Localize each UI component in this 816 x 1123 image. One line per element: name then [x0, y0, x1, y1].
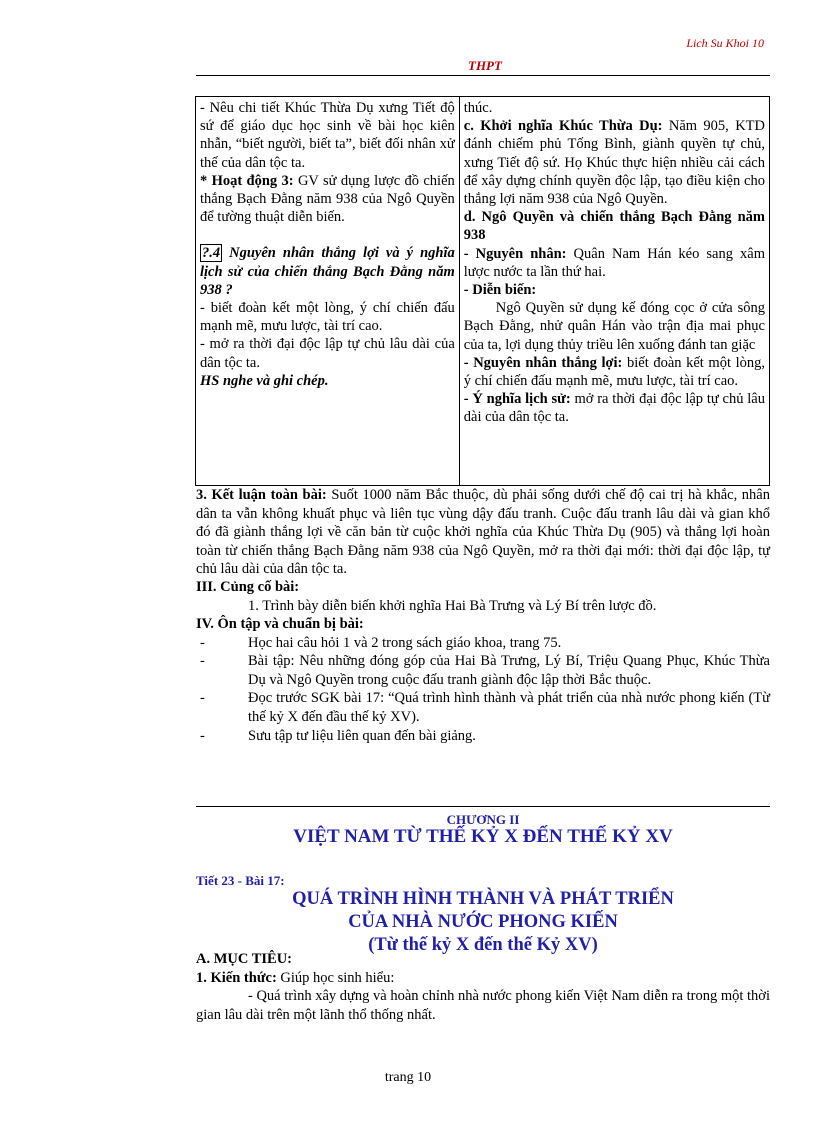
- spacer: [200, 226, 455, 244]
- section-3: [196, 578, 770, 615]
- header-divider: [196, 75, 770, 76]
- left-activity3: * Hoạt động 3: GV sử dụng lược đồ chiến thắng Bạch Đằng năm 938 của Ngô Quyền để tường thuật diễn biến.: [200, 172, 455, 226]
- right-p0: thúc.: [463, 100, 493, 116]
- right-cause: - Nguyên nhân: Quân Nam Hán kéo sang xâm lược nước ta lần thứ hai.: [463, 245, 765, 280]
- section-4-item: - Sưu tập tư liệu liên quan đến bài giảng.: [200, 727, 476, 744]
- lesson-title-line-1: QUÁ TRÌNH HÌNH THÀNH VÀ PHÁT TRIỂN: [292, 889, 674, 909]
- section-4-item: - Học hai câu hỏi 1 và 2 trong sách giáo khoa, trang 75.: [200, 634, 562, 651]
- header-center-label: THPT: [468, 58, 502, 73]
- section-3-heading: III. Củng cố bài:: [196, 579, 300, 595]
- section-4-item: - Đọc trước SGK bài 17: “Quá trình hình thành và phát triển của nhà nước phong kiến (Từ thế kỷ X đến đầu thế kỷ XV).: [200, 690, 770, 725]
- left-hs-note: HS nghe và ghi chép.: [200, 372, 329, 389]
- chapter-divider: [196, 806, 770, 807]
- right-progress-text: Ngô Quyền sử dụng kế đóng cọc ở cửa sông Bạch Đằng, nhử quân Hán vào trận địa mai phục của ta, lợi dụng thủy triều lên xuống đánh tan giặc: [463, 300, 765, 353]
- lesson-title: [196, 888, 770, 957]
- chapter-title: VIỆT NAM TỪ THẾ KỶ X ĐẾN THẾ KỶ XV: [293, 826, 673, 847]
- content-cell: [459, 97, 769, 486]
- left-answer-2: - mở ra thời đại độc lập tự chủ lâu dài của dân tộc ta.: [200, 336, 455, 371]
- left-p1: - Nêu chi tiết Khúc Thừa Dụ xưng Tiết độ sứ để giáo dục học sinh về bài học kiên nhẫn, “biết người, biết ta”, biết đối nhân xử thế của dân tộc ta.: [200, 100, 455, 171]
- section-3-item: 1. Trình bày diễn biến khởi nghĩa Hai Bà Trưng và Lý Bí trên lược đồ.: [248, 597, 657, 614]
- teacher-activity-cell: [196, 97, 460, 486]
- knowledge-text: - Quá trình xây dựng và hoàn chỉnh nhà nước phong kiến Việt Nam diễn ra trong một thời gian lâu dài trên một lãnh thổ thống nhất.: [196, 988, 770, 1023]
- section-4-item: - Bài tập: Nêu những đóng góp của Hai Bà Trưng, Lý Bí, Triệu Quang Phục, Khúc Thừa Dụ và Ngô Quyền trong cuộc đấu tranh giành độc lập thời Bắc thuộc.: [200, 653, 770, 688]
- knowledge-line: 1. Kiến thức: Giúp học sinh hiểu:: [196, 969, 395, 986]
- objectives: [196, 950, 770, 1024]
- lesson-label: Tiết 23 - Bài 17:: [196, 873, 285, 888]
- chapter-label: CHƯƠNG II: [446, 812, 520, 827]
- conclusion-paragraph: 3. Kết luận toàn bài: Suốt 1000 năm Bắc thuộc, dù phải sống dưới chế độ cai trị hà khắc, nhân dân ta vẫn không khuất phục và liên tục vùng dậy đấu tranh. Cuộc đấu tranh lâu dài và gian khổ đó đã giành thắng lợi về căn bản từ cuộc khởi nghĩa của Khúc Thừa Dụ (905) và thắng lợi hoàn toàn từ chiến thắng Bạch Đằng năm 938 của Ngô Quyền, mở ra thời đại mới: thời đại độc lập, tự chủ lâu dài của dân tộc ta.: [196, 487, 770, 578]
- left-question: ?.4 Nguyên nhân thắng lợi và ý nghĩa lịch sử của chiến thắng Bạch Đằng năm 938 ?: [200, 245, 455, 298]
- page-number: trang 10: [384, 1070, 432, 1085]
- left-answer-1: - biết đoàn kết một lòng, ý chí chiến đấu mạnh mẽ, mưu lược, tài trí cao.: [200, 300, 455, 335]
- objectives-heading: A. MỤC TIÊU:: [196, 951, 292, 967]
- section-4-heading: IV. Ôn tập và chuẩn bị bài:: [196, 616, 364, 632]
- right-progress-heading: - Diễn biến:: [463, 282, 537, 299]
- right-section-c: c. Khởi nghĩa Khúc Thừa Dụ: Năm 905, KTD đánh chiếm phủ Tống Bình, giành quyền tự chủ, xưng Tiết độ sứ. Họ Khúc thực hiện nhiều cải cách để xây dựng chính quyền độc lập, tạo điều kiện cho thắng lợi năm 938 của Ngô Quyền.: [463, 118, 765, 208]
- lesson-table: [195, 96, 770, 486]
- lesson-title-line-2: CỦA NHÀ NƯỚC PHONG KIẾN: [348, 912, 618, 932]
- header-right-label: Lich Su Khoi 10: [686, 36, 764, 50]
- right-victory-cause: - Nguyên nhân thắng lợi: biết đoàn kết một lòng, ý chí chiến đấu mạnh mẽ, mưu lược, tài trí cao.: [463, 354, 765, 390]
- right-section-d-heading: d. Ngô Quyền và chiến thắng Bạch Đằng năm 938: [463, 209, 765, 244]
- lesson-title-line-3: (Từ thế kỷ X đến thế Kỷ XV): [368, 935, 598, 955]
- right-significance: - Ý nghĩa lịch sử: mở ra thời đại độc lập tự chủ lâu dài của dân tộc ta.: [463, 391, 765, 426]
- section-4: [196, 615, 770, 745]
